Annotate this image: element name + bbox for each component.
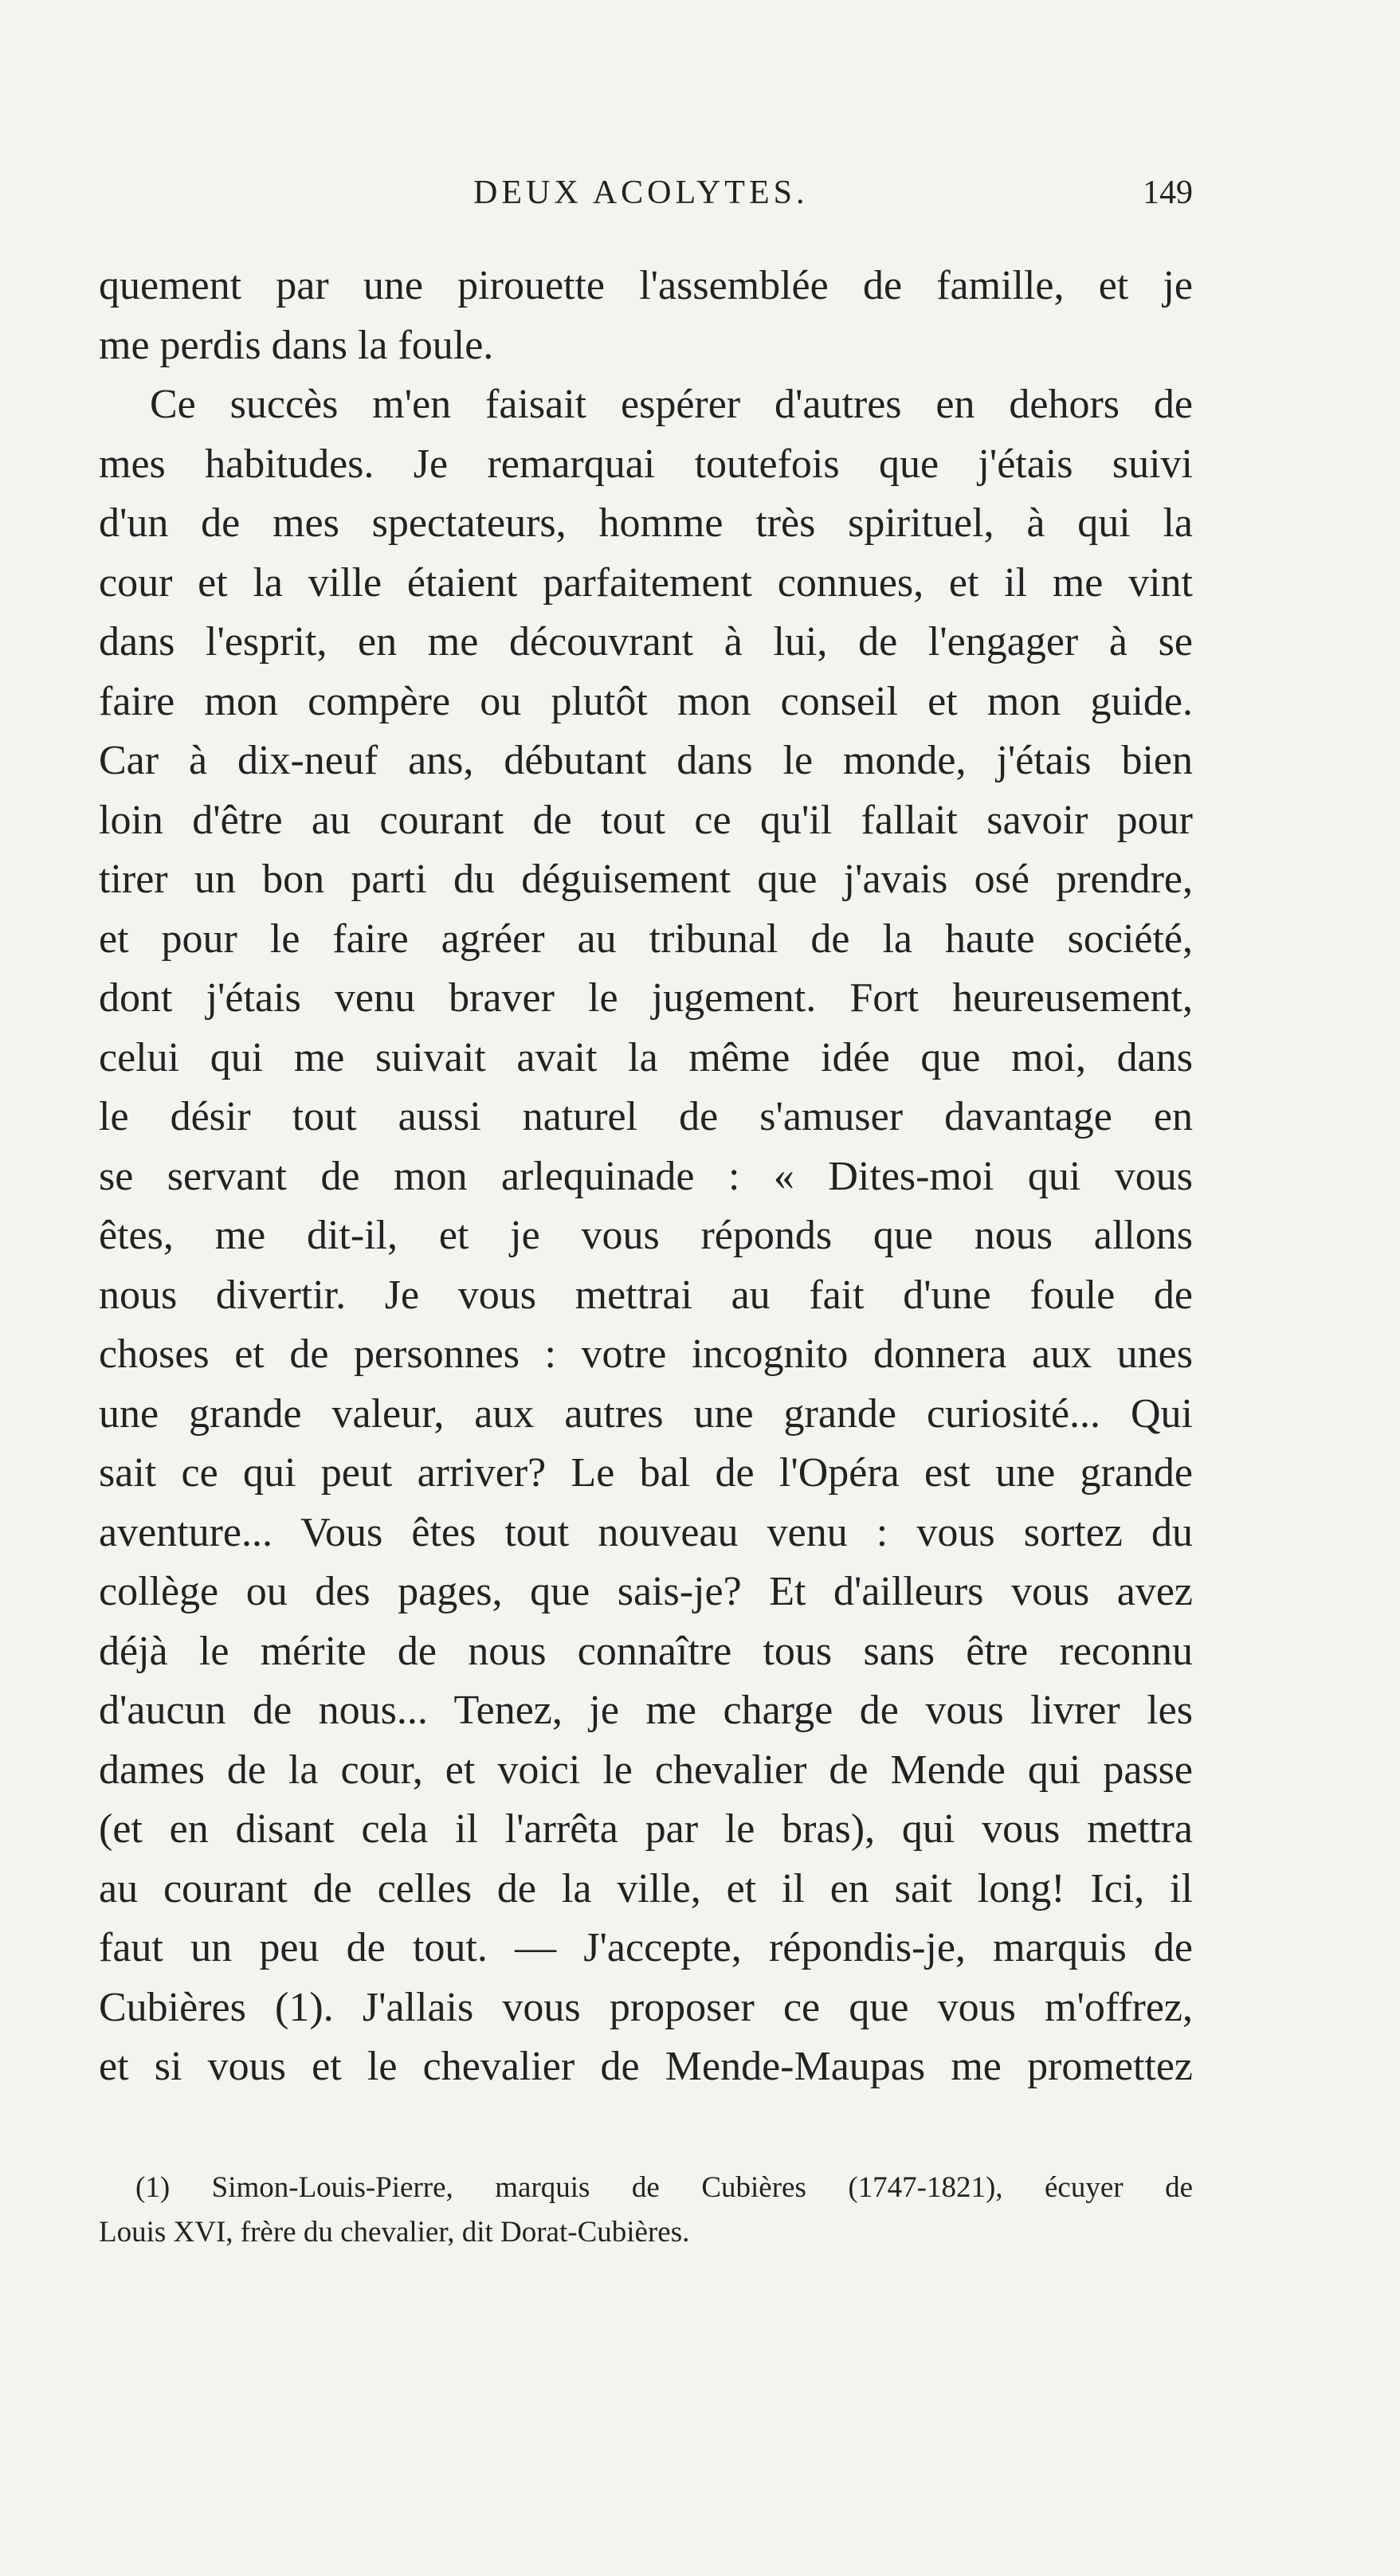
footnote-line: Louis XVI, frère du chevalier, dit Dorat-Cubières.: [99, 2216, 690, 2249]
text-line: une grande valeur, aux autres une grande curiosité... Qui: [99, 1390, 1193, 1437]
text-line: sait ce qui peut arriver? Le bal de l'Opéra est une grande: [99, 1450, 1193, 1496]
text-line: dans l'esprit, en me découvrant à lui, de l'engager à se: [99, 619, 1193, 665]
text-line: cour et la ville étaient parfaitement connues, et il me vint: [99, 559, 1193, 606]
text-line: se servant de mon arlequinade : « Dites-moi qui vous: [99, 1153, 1193, 1199]
text-line: d'aucun de nous... Tenez, je me charge de vous livrer les: [99, 1688, 1193, 1733]
text-line: déjà le mérite de nous connaître tous sans être reconnu: [99, 1628, 1193, 1674]
page-header: [99, 174, 1193, 222]
text-line: loin d'être au courant de tout ce qu'il fallait savoir pour: [99, 797, 1193, 843]
text-line: faut un peu de tout. — J'accepte, répondis-je, marquis de: [99, 1925, 1193, 1970]
text-line: faire mon compère ou plutôt mon conseil et mon guide.: [99, 678, 1193, 724]
text-line: quement par une pirouette l'assemblée de famille, et je: [99, 263, 1193, 308]
text-line: le désir tout aussi naturel de s'amuser davantage en: [99, 1094, 1193, 1139]
text-line: dont j'étais venu braver le jugement. Fort heureusement,: [99, 975, 1193, 1021]
text-line: Car à dix-neuf ans, débutant dans le monde, j'étais bien: [99, 738, 1193, 783]
text-line: et si vous et le chevalier de Mende-Maupas me promettez: [99, 2044, 1193, 2089]
text-line: mes habitudes. Je remarquai toutefois que j'étais suivi: [99, 441, 1193, 487]
footnote-line: (1) Simon-Louis-Pierre, marquis de Cubières (1747-1821), écuyer de: [135, 2171, 1193, 2204]
text-line: tirer un bon parti du déguisement que j'avais osé prendre,: [99, 857, 1193, 902]
page-number: 149: [1143, 174, 1193, 211]
running-title: DEUX ACOLYTES.: [473, 174, 809, 211]
text-line: celui qui me suivait avait la même idée que moi, dans: [99, 1034, 1193, 1080]
text-line: collège ou des pages, que sais-je? Et d'ailleurs vous avez: [99, 1569, 1193, 1614]
text-line: me perdis dans la foule.: [99, 322, 494, 368]
text-line: dames de la cour, et voici le chevalier de Mende qui passe: [99, 1747, 1193, 1793]
text-line: (et en disant cela il l'arrêta par le bras), qui vous mettra: [99, 1806, 1193, 1852]
text-line: nous divertir. Je vous mettrai au fait d'une foule de: [99, 1272, 1193, 1318]
text-line: êtes, me dit-il, et je vous réponds que nous allons: [99, 1213, 1193, 1258]
footnote: [99, 2166, 1193, 2255]
text-line: Ce succès m'en faisait espérer d'autres en dehors de: [150, 382, 1193, 427]
text-line: et pour le faire agréer au tribunal de la haute société,: [99, 916, 1193, 962]
text-line: choses et de personnes : votre incognito donnera aux unes: [99, 1331, 1193, 1377]
text-line: au courant de celles de la ville, et il en sait long! Ici, il: [99, 1865, 1193, 1911]
body-text: [99, 257, 1193, 2097]
text-line: d'un de mes spectateurs, homme très spirituel, à qui la: [99, 500, 1193, 546]
text-line: Cubières (1). J'allais vous proposer ce que vous m'offrez,: [99, 1984, 1193, 2030]
text-line: aventure... Vous êtes tout nouveau venu : vous sortez du: [99, 1509, 1193, 1555]
